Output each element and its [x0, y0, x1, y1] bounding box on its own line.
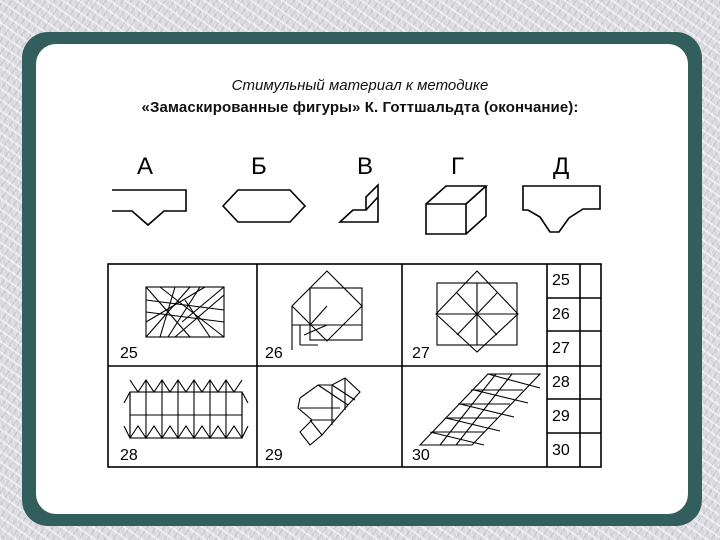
title-line-1: Стимульный материал к методике — [231, 77, 489, 94]
answer-row-number-28: 28 — [552, 374, 570, 391]
puzzle-30-drawing — [420, 374, 540, 445]
puzzle-25-drawing — [146, 287, 224, 337]
puzzle-29-drawing — [298, 378, 360, 445]
cell-number-25: 25 — [120, 345, 138, 362]
figure-letter-g: Г — [451, 153, 464, 180]
puzzle-26-drawing — [292, 271, 362, 350]
cell-number-29: 29 — [265, 447, 283, 464]
answer-row-number-30: 30 — [552, 442, 570, 459]
puzzle-28-drawing — [124, 380, 248, 438]
figure-d-shape — [523, 186, 600, 232]
figure-b-shape — [223, 190, 305, 222]
puzzle-grid — [108, 264, 601, 467]
cell-number-30: 30 — [412, 447, 430, 464]
figure-g-shape — [426, 186, 486, 234]
figure-letter-d: Д — [553, 153, 570, 180]
cell-number-26: 26 — [265, 345, 283, 362]
title-line-2: «Замаскированные фигуры» К. Готтшальдта (окончание): — [141, 99, 579, 116]
answer-row-number-27: 27 — [552, 340, 570, 357]
figure-v-shape — [340, 185, 378, 222]
answer-row-number-25: 25 — [552, 272, 570, 289]
figure-letter-v: В — [357, 153, 374, 180]
figure-a-shape — [112, 190, 186, 225]
figure-letter-a: А — [137, 153, 154, 180]
answer-row-number-26: 26 — [552, 306, 570, 323]
cell-number-27: 27 — [412, 345, 430, 362]
puzzle-27-drawing — [436, 271, 518, 352]
cell-number-28: 28 — [120, 447, 138, 464]
figure-letter-b: Б — [251, 153, 267, 180]
answer-row-number-29: 29 — [552, 408, 570, 425]
